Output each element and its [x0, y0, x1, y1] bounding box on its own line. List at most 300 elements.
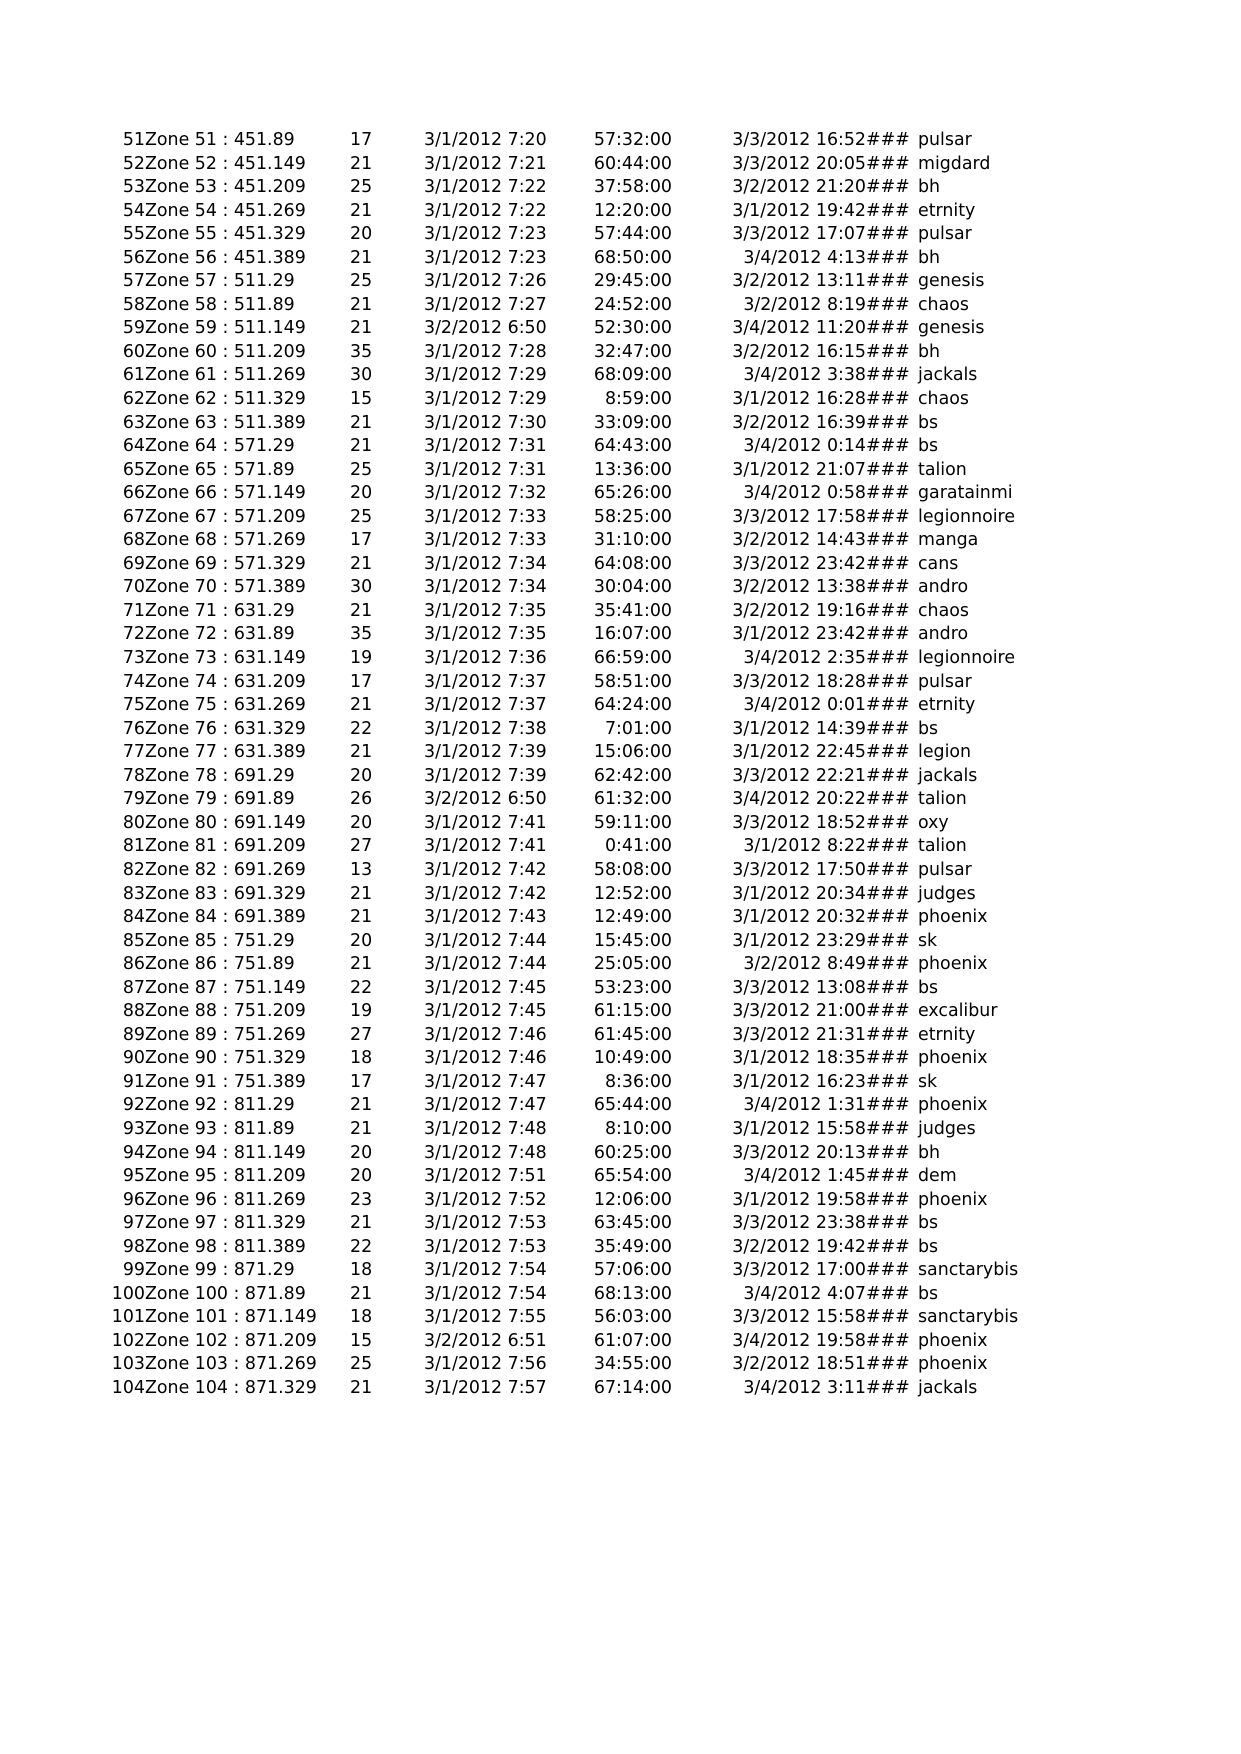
guild-name: manga [918, 530, 979, 551]
end-datetime: 3/2/2012 18:51 [732, 1354, 866, 1375]
guild-name: judges [918, 883, 976, 904]
count-value: 13 [350, 859, 373, 880]
row-index: 80 [122, 812, 145, 833]
row-index: 87 [122, 977, 145, 998]
zone-label: Zone 88 : 751.209 [145, 1001, 306, 1022]
guild-name: chaos [918, 600, 969, 621]
end-datetime: 3/3/2012 17:50 [732, 859, 866, 880]
table-row [103, 694, 1118, 718]
count-value: 25 [350, 506, 373, 527]
start-datetime: 3/1/2012 7:53 [424, 1236, 547, 1257]
table-row [103, 200, 1118, 224]
end-datetime: 3/3/2012 17:07 [732, 224, 866, 245]
zone-label: Zone 65 : 571.89 [145, 459, 295, 480]
table-row [103, 1118, 1118, 1142]
guild-name: sanctarybis [918, 1260, 1019, 1281]
count-value: 15 [350, 1330, 373, 1351]
end-datetime: 3/2/2012 14:43 [732, 530, 866, 551]
start-datetime: 3/1/2012 7:27 [424, 294, 547, 315]
row-index: 52 [122, 153, 145, 174]
count-value: 25 [350, 1354, 373, 1375]
count-value: 20 [350, 1166, 373, 1187]
end-datetime: 3/2/2012 19:16 [732, 600, 866, 621]
table-row [103, 1330, 1118, 1354]
start-datetime: 3/1/2012 7:48 [424, 1118, 547, 1139]
start-datetime: 3/1/2012 7:30 [424, 412, 547, 433]
row-index: 90 [122, 1048, 145, 1069]
zone-label: Zone 80 : 691.149 [145, 812, 306, 833]
guild-name: etrnity [918, 1024, 976, 1045]
duration-value: 35:49:00 [593, 1236, 672, 1257]
zone-label: Zone 85 : 751.29 [145, 930, 295, 951]
overflow-cell: ### [866, 341, 910, 362]
row-index: 55 [122, 224, 145, 245]
row-index: 74 [122, 671, 145, 692]
guild-name: bs [918, 412, 939, 433]
count-value: 21 [350, 1283, 373, 1304]
count-value: 20 [350, 483, 373, 504]
duration-value: 63:45:00 [593, 1213, 672, 1234]
zone-table-body [103, 129, 1118, 1401]
count-value: 27 [350, 836, 373, 857]
guild-name: pulsar [918, 224, 972, 245]
guild-name: genesis [918, 271, 985, 292]
guild-name: phoenix [918, 907, 988, 928]
guild-name: pulsar [918, 130, 972, 150]
duration-value: 16:07:00 [593, 624, 672, 645]
end-datetime: 3/1/2012 14:39 [732, 718, 866, 739]
table-row [103, 529, 1118, 553]
count-value: 30 [350, 365, 373, 386]
guild-name: bh [918, 247, 941, 268]
end-datetime: 3/3/2012 17:58 [732, 506, 866, 527]
row-index: 51 [122, 130, 145, 150]
overflow-cell: ### [866, 648, 910, 669]
zone-label: Zone 56 : 451.389 [145, 247, 306, 268]
start-datetime: 3/1/2012 7:56 [424, 1354, 547, 1375]
guild-name: phoenix [918, 1095, 988, 1116]
overflow-cell: ### [866, 1166, 910, 1187]
count-value: 26 [350, 789, 373, 810]
guild-name: pulsar [918, 671, 972, 692]
guild-name: etrnity [918, 200, 976, 221]
overflow-cell: ### [866, 624, 910, 645]
count-value: 22 [350, 1236, 373, 1257]
duration-value: 64:43:00 [593, 436, 672, 457]
start-datetime: 3/2/2012 6:50 [424, 789, 547, 810]
row-index: 101 [111, 1307, 145, 1328]
guild-name: bs [918, 1283, 939, 1304]
overflow-cell: ### [866, 1118, 910, 1139]
duration-value: 61:32:00 [593, 789, 672, 810]
zone-label: Zone 77 : 631.389 [145, 742, 306, 763]
overflow-cell: ### [866, 1260, 910, 1281]
duration-value: 56:03:00 [593, 1307, 672, 1328]
count-value: 21 [350, 1377, 373, 1398]
guild-name: bh [918, 341, 941, 362]
table-row [103, 647, 1118, 671]
zone-label: Zone 79 : 691.89 [145, 789, 295, 810]
row-index: 92 [122, 1095, 145, 1116]
count-value: 21 [350, 553, 373, 574]
duration-value: 67:14:00 [593, 1377, 672, 1398]
start-datetime: 3/2/2012 6:51 [424, 1330, 547, 1351]
guild-name: sanctarybis [918, 1307, 1019, 1328]
overflow-cell: ### [866, 130, 910, 150]
guild-name: dem [918, 1166, 957, 1187]
duration-value: 34:55:00 [593, 1354, 672, 1375]
start-datetime: 3/1/2012 7:39 [424, 742, 547, 763]
count-value: 25 [350, 459, 373, 480]
row-index: 65 [122, 459, 145, 480]
zone-label: Zone 103 : 871.269 [145, 1354, 317, 1375]
end-datetime: 3/2/2012 19:42 [732, 1236, 866, 1257]
count-value: 21 [350, 600, 373, 621]
table-row [103, 317, 1118, 341]
overflow-cell: ### [866, 812, 910, 833]
duration-value: 8:36:00 [604, 1071, 672, 1092]
start-datetime: 3/1/2012 7:37 [424, 671, 547, 692]
duration-value: 12:06:00 [593, 1189, 672, 1210]
row-index: 99 [122, 1260, 145, 1281]
table-row [103, 553, 1118, 577]
duration-value: 61:45:00 [593, 1024, 672, 1045]
end-datetime: 3/4/2012 4:07 [743, 1283, 866, 1304]
table-row [103, 435, 1118, 459]
guild-name: andro [918, 577, 969, 598]
duration-value: 13:36:00 [593, 459, 672, 480]
count-value: 21 [350, 436, 373, 457]
table-row [103, 930, 1118, 954]
count-value: 21 [350, 318, 373, 339]
row-index: 97 [122, 1213, 145, 1234]
end-datetime: 3/1/2012 16:28 [732, 389, 866, 410]
table-row [103, 1071, 1118, 1095]
duration-value: 64:24:00 [593, 695, 672, 716]
zone-label: Zone 69 : 571.329 [145, 553, 306, 574]
duration-value: 68:13:00 [593, 1283, 672, 1304]
guild-name: phoenix [918, 1189, 988, 1210]
start-datetime: 3/1/2012 7:54 [424, 1283, 547, 1304]
row-index: 79 [122, 789, 145, 810]
count-value: 21 [350, 412, 373, 433]
duration-value: 37:58:00 [593, 177, 672, 198]
duration-value: 33:09:00 [593, 412, 672, 433]
overflow-cell: ### [866, 930, 910, 951]
table-row [103, 1259, 1118, 1283]
row-index: 63 [122, 412, 145, 433]
guild-name: genesis [918, 318, 985, 339]
zone-label: Zone 53 : 451.209 [145, 177, 306, 198]
count-value: 18 [350, 1048, 373, 1069]
guild-name: legionnoire [918, 648, 1016, 669]
overflow-cell: ### [866, 247, 910, 268]
zone-label: Zone 99 : 871.29 [145, 1260, 295, 1281]
row-index: 91 [122, 1071, 145, 1092]
table-row [103, 1000, 1118, 1024]
table-row [103, 388, 1118, 412]
table-row [103, 1094, 1118, 1118]
table-row [103, 883, 1118, 907]
guild-name: bh [918, 177, 941, 198]
zone-label: Zone 91 : 751.389 [145, 1071, 306, 1092]
end-datetime: 3/4/2012 1:45 [743, 1166, 866, 1187]
guild-name: sk [918, 1071, 938, 1092]
start-datetime: 3/1/2012 7:44 [424, 930, 547, 951]
row-index: 98 [122, 1236, 145, 1257]
table-row [103, 576, 1118, 600]
row-index: 93 [122, 1118, 145, 1139]
guild-name: phoenix [918, 1330, 988, 1351]
row-index: 81 [122, 836, 145, 857]
row-index: 100 [111, 1283, 145, 1304]
table-row [103, 1047, 1118, 1071]
table-row [103, 741, 1118, 765]
guild-name: talion [918, 459, 967, 480]
overflow-cell: ### [866, 1236, 910, 1257]
zone-label: Zone 64 : 571.29 [145, 436, 295, 457]
zone-table-container [103, 129, 1043, 1401]
end-datetime: 3/3/2012 23:38 [732, 1213, 866, 1234]
guild-name: migdard [918, 153, 991, 174]
end-datetime: 3/3/2012 17:00 [732, 1260, 866, 1281]
duration-value: 60:44:00 [593, 153, 672, 174]
row-index: 56 [122, 247, 145, 268]
duration-value: 58:08:00 [593, 859, 672, 880]
overflow-cell: ### [866, 153, 910, 174]
duration-value: 57:44:00 [593, 224, 672, 245]
guild-name: pulsar [918, 859, 972, 880]
overflow-cell: ### [866, 1307, 910, 1328]
start-datetime: 3/1/2012 7:41 [424, 836, 547, 857]
duration-value: 12:49:00 [593, 907, 672, 928]
end-datetime: 3/1/2012 19:58 [732, 1189, 866, 1210]
zone-label: Zone 61 : 511.269 [145, 365, 306, 386]
guild-name: legion [918, 742, 972, 763]
end-datetime: 3/3/2012 15:58 [732, 1307, 866, 1328]
duration-value: 58:25:00 [593, 506, 672, 527]
end-datetime: 3/2/2012 21:20 [732, 177, 866, 198]
overflow-cell: ### [866, 389, 910, 410]
duration-value: 24:52:00 [593, 294, 672, 315]
end-datetime: 3/3/2012 20:05 [732, 153, 866, 174]
guild-name: bh [918, 1142, 941, 1163]
end-datetime: 3/1/2012 8:22 [743, 836, 866, 857]
overflow-cell: ### [866, 1095, 910, 1116]
row-index: 75 [122, 695, 145, 716]
row-index: 54 [122, 200, 145, 221]
start-datetime: 3/1/2012 7:38 [424, 718, 547, 739]
guild-name: excalibur [918, 1001, 998, 1022]
table-row [103, 671, 1118, 695]
overflow-cell: ### [866, 553, 910, 574]
start-datetime: 3/1/2012 7:44 [424, 954, 547, 975]
overflow-cell: ### [866, 907, 910, 928]
table-row [103, 506, 1118, 530]
guild-name: etrnity [918, 695, 976, 716]
zone-label: Zone 75 : 631.269 [145, 695, 306, 716]
guild-name: jackals [918, 365, 978, 386]
end-datetime: 3/3/2012 21:31 [732, 1024, 866, 1045]
row-index: 73 [122, 648, 145, 669]
zone-label: Zone 66 : 571.149 [145, 483, 306, 504]
start-datetime: 3/1/2012 7:28 [424, 341, 547, 362]
duration-value: 52:30:00 [593, 318, 672, 339]
overflow-cell: ### [866, 1024, 910, 1045]
zone-label: Zone 57 : 511.29 [145, 271, 295, 292]
start-datetime: 3/2/2012 6:50 [424, 318, 547, 339]
duration-value: 8:59:00 [604, 389, 672, 410]
count-value: 18 [350, 1307, 373, 1328]
guild-name: phoenix [918, 954, 988, 975]
row-index: 82 [122, 859, 145, 880]
overflow-cell: ### [866, 1001, 910, 1022]
start-datetime: 3/1/2012 7:23 [424, 247, 547, 268]
zone-label: Zone 55 : 451.329 [145, 224, 306, 245]
count-value: 20 [350, 224, 373, 245]
overflow-cell: ### [866, 412, 910, 433]
end-datetime: 3/4/2012 2:35 [743, 648, 866, 669]
zone-label: Zone 70 : 571.389 [145, 577, 306, 598]
count-value: 20 [350, 1142, 373, 1163]
start-datetime: 3/1/2012 7:36 [424, 648, 547, 669]
guild-name: bs [918, 436, 939, 457]
table-row [103, 718, 1118, 742]
start-datetime: 3/1/2012 7:34 [424, 553, 547, 574]
guild-name: phoenix [918, 1354, 988, 1375]
overflow-cell: ### [866, 318, 910, 339]
row-index: 78 [122, 765, 145, 786]
end-datetime: 3/2/2012 8:19 [743, 294, 866, 315]
end-datetime: 3/2/2012 16:39 [732, 412, 866, 433]
start-datetime: 3/1/2012 7:31 [424, 436, 547, 457]
guild-name: phoenix [918, 1048, 988, 1069]
zone-label: Zone 54 : 451.269 [145, 200, 306, 221]
start-datetime: 3/1/2012 7:39 [424, 765, 547, 786]
table-row [103, 835, 1118, 859]
guild-name: chaos [918, 294, 969, 315]
end-datetime: 3/4/2012 20:22 [732, 789, 866, 810]
table-row [103, 129, 1118, 153]
zone-label: Zone 98 : 811.389 [145, 1236, 306, 1257]
start-datetime: 3/1/2012 7:53 [424, 1213, 547, 1234]
duration-value: 57:32:00 [593, 130, 672, 150]
table-row [103, 906, 1118, 930]
duration-value: 60:25:00 [593, 1142, 672, 1163]
row-index: 84 [122, 907, 145, 928]
duration-value: 10:49:00 [593, 1048, 672, 1069]
duration-value: 68:50:00 [593, 247, 672, 268]
table-row [103, 459, 1118, 483]
start-datetime: 3/1/2012 7:22 [424, 177, 547, 198]
table-row [103, 153, 1118, 177]
row-index: 89 [122, 1024, 145, 1045]
duration-value: 68:09:00 [593, 365, 672, 386]
zone-label: Zone 58 : 511.89 [145, 294, 295, 315]
end-datetime: 3/1/2012 18:35 [732, 1048, 866, 1069]
end-datetime: 3/1/2012 15:58 [732, 1118, 866, 1139]
duration-value: 15:06:00 [593, 742, 672, 763]
duration-value: 12:52:00 [593, 883, 672, 904]
end-datetime: 3/1/2012 22:45 [732, 742, 866, 763]
zone-label: Zone 68 : 571.269 [145, 530, 306, 551]
end-datetime: 3/1/2012 23:29 [732, 930, 866, 951]
start-datetime: 3/1/2012 7:45 [424, 977, 547, 998]
table-row [103, 623, 1118, 647]
zone-label: Zone 62 : 511.329 [145, 389, 306, 410]
guild-name: judges [918, 1118, 976, 1139]
end-datetime: 3/3/2012 21:00 [732, 1001, 866, 1022]
row-index: 60 [122, 341, 145, 362]
zone-label: Zone 100 : 871.89 [145, 1283, 306, 1304]
end-datetime: 3/3/2012 13:08 [732, 977, 866, 998]
overflow-cell: ### [866, 789, 910, 810]
count-value: 17 [350, 671, 373, 692]
count-value: 25 [350, 177, 373, 198]
duration-value: 15:45:00 [593, 930, 672, 951]
count-value: 23 [350, 1189, 373, 1210]
count-value: 25 [350, 271, 373, 292]
row-index: 72 [122, 624, 145, 645]
duration-value: 65:54:00 [593, 1166, 672, 1187]
zone-label: Zone 52 : 451.149 [145, 153, 306, 174]
table-row [103, 247, 1118, 271]
zone-label: Zone 101 : 871.149 [145, 1307, 317, 1328]
start-datetime: 3/1/2012 7:33 [424, 506, 547, 527]
zone-label: Zone 73 : 631.149 [145, 648, 306, 669]
overflow-cell: ### [866, 954, 910, 975]
duration-value: 35:41:00 [593, 600, 672, 621]
count-value: 35 [350, 624, 373, 645]
row-index: 57 [122, 271, 145, 292]
row-index: 94 [122, 1142, 145, 1163]
start-datetime: 3/1/2012 7:42 [424, 859, 547, 880]
table-row [103, 176, 1118, 200]
guild-name: chaos [918, 389, 969, 410]
count-value: 17 [350, 130, 373, 150]
count-value: 21 [350, 153, 373, 174]
duration-value: 32:47:00 [593, 341, 672, 362]
overflow-cell: ### [866, 718, 910, 739]
duration-value: 0:41:00 [604, 836, 672, 857]
count-value: 21 [350, 954, 373, 975]
overflow-cell: ### [866, 836, 910, 857]
start-datetime: 3/1/2012 7:52 [424, 1189, 547, 1210]
guild-name: jackals [918, 765, 978, 786]
row-index: 59 [122, 318, 145, 339]
zone-label: Zone 51 : 451.89 [145, 130, 295, 150]
start-datetime: 3/1/2012 7:23 [424, 224, 547, 245]
end-datetime: 3/1/2012 23:42 [732, 624, 866, 645]
count-value: 22 [350, 718, 373, 739]
zone-label: Zone 94 : 811.149 [145, 1142, 306, 1163]
start-datetime: 3/1/2012 7:46 [424, 1024, 547, 1045]
start-datetime: 3/1/2012 7:33 [424, 530, 547, 551]
table-row [103, 1377, 1118, 1401]
overflow-cell: ### [866, 530, 910, 551]
overflow-cell: ### [866, 577, 910, 598]
guild-name: bs [918, 718, 939, 739]
table-row [103, 364, 1118, 388]
start-datetime: 3/1/2012 7:48 [424, 1142, 547, 1163]
duration-value: 29:45:00 [593, 271, 672, 292]
start-datetime: 3/1/2012 7:47 [424, 1095, 547, 1116]
count-value: 21 [350, 1118, 373, 1139]
duration-value: 8:10:00 [604, 1118, 672, 1139]
overflow-cell: ### [866, 765, 910, 786]
row-index: 83 [122, 883, 145, 904]
overflow-cell: ### [866, 742, 910, 763]
